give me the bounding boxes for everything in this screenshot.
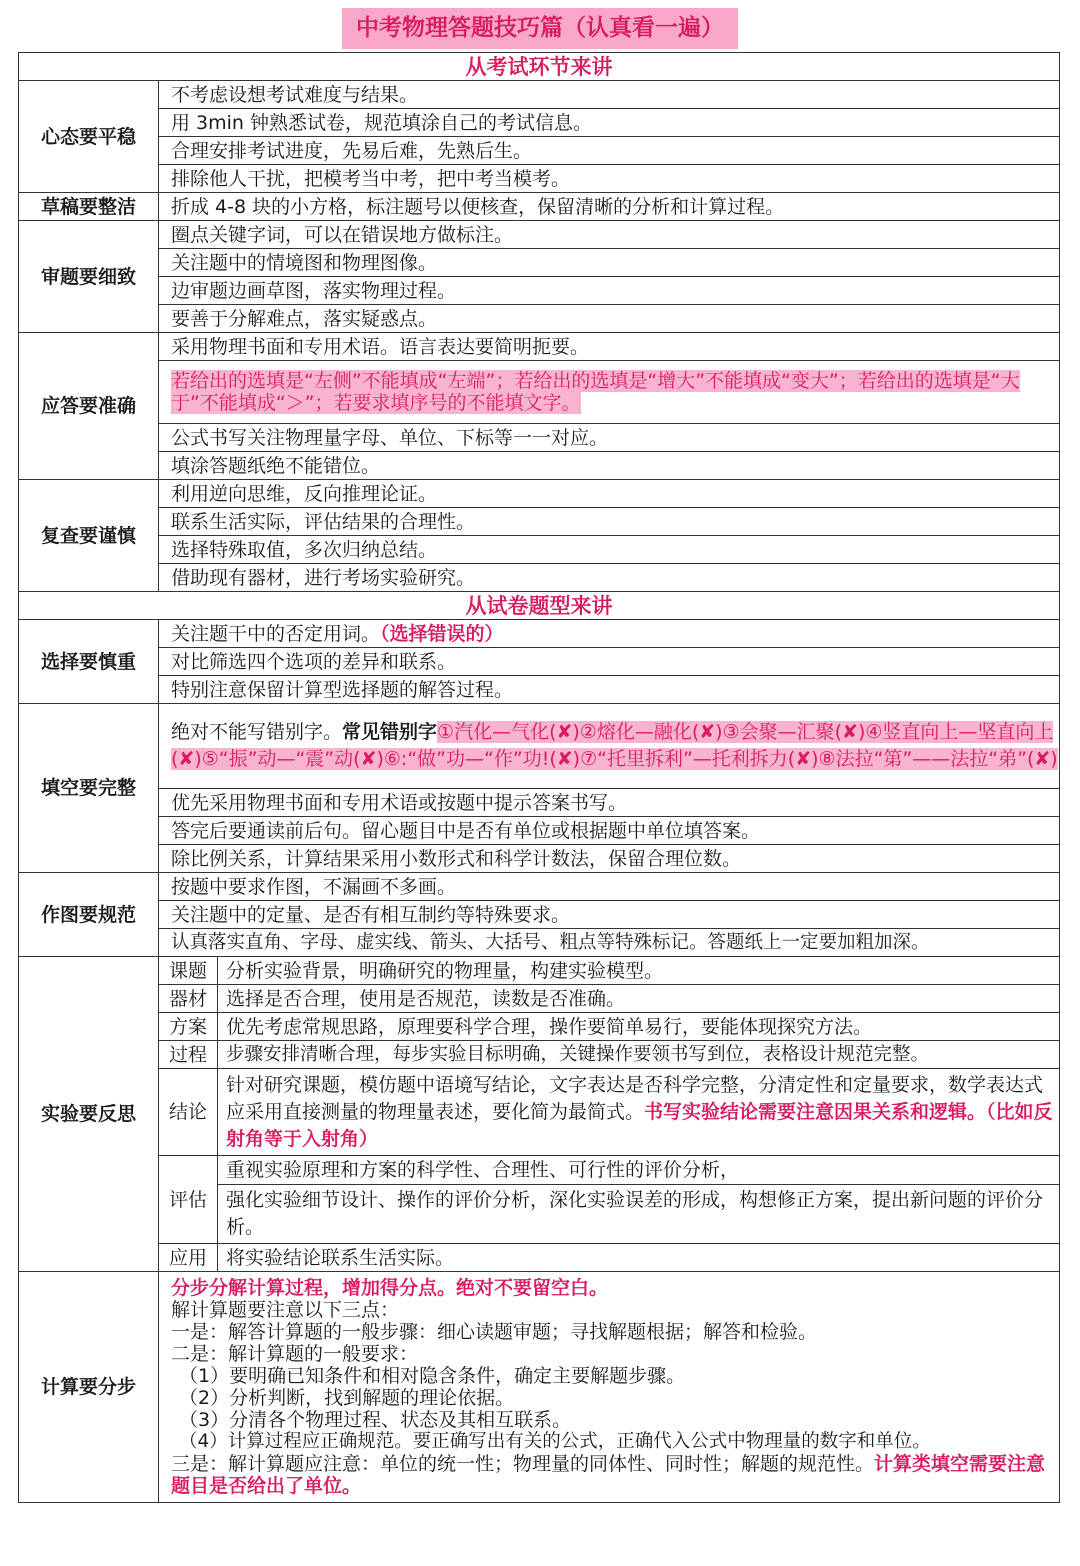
experiment-step-name: 课题 (159, 957, 218, 985)
experiment-step-text: 将实验结论联系生活实际。 (226, 1246, 455, 1269)
tip-item: 借助现有器材，进行考场实验研究。 (159, 564, 1060, 592)
tip-item: 利用逆向思维，反向推理论证。 (159, 480, 1060, 508)
tip-note: （选择错误的） (380, 622, 504, 645)
category-check: 复查要谨慎 (19, 480, 159, 592)
calc-line: 一是：解答计算题的一般步骤：细心读题审题；寻找解题根据；解答和检验。 (171, 1321, 818, 1343)
tip-item: 采用物理书面和专用术语。语言表达要简明扼要。 (159, 333, 1060, 361)
experiment-step-name: 评估 (159, 1156, 218, 1244)
tip-item: 对比筛选四个选项的差异和联系。 (159, 648, 1060, 676)
document-title: 中考物理答题技巧篇（认真看一遍） (342, 8, 738, 49)
tip-item: 按题中要求作图，不漏画不多画。 (159, 873, 1060, 901)
category-draft: 草稿要整洁 (19, 193, 159, 221)
calc-last-pink-2: 填空需要注意题目是否给出了单位。 (171, 1453, 1046, 1497)
tip-item: 选择特殊取值，多次归纳总结。 (159, 536, 1060, 564)
tip-text: 绝对不能写错别字。 (171, 721, 343, 743)
eval-line: 强化实验细节设计、操作的评价分析，深化实验误差的形成，构想修正方案，提出新问题的评价分析。 (226, 1189, 1044, 1238)
experiment-step-text: 选择是否合理，使用是否规范，读数是否准确。 (218, 985, 1060, 1013)
tip-item: 特别注意保留计算型选择题的解答过程。 (159, 676, 1060, 704)
category-fill: 填空要完整 (19, 704, 159, 873)
section-heading-paper: 从试卷题型来讲 (19, 592, 1060, 620)
eval-line: 重视实验原理和方案的科学性、合理性、可行性的评价分析， (218, 1156, 1059, 1185)
category-calc: 计算要分步 (19, 1272, 159, 1503)
tip-bold: 常见错别字 (342, 721, 438, 743)
highlighted-text: 若给出的选填是“左侧”不能填成“左端”；若给出的选填是“增大”不能填成“变大”；若给出的选填是“大于”不能填成“＞”；若要求填序号的不能填文字。 (171, 370, 1020, 414)
tip-item: 除比例关系，计算结果采用小数形式和科学计数法，保留合理位数。 (159, 845, 1060, 873)
tips-table (18, 52, 1060, 1503)
tip-item: 认真落实直角、字母、虚实线、箭头、大括号、粗点等特殊标记。答题纸上一定要加粗加深。 (159, 929, 1060, 957)
category-mindset: 心态要平稳 (19, 81, 159, 193)
tip-item: 边审题边画草图，落实物理过程。 (159, 277, 1060, 305)
experiment-subtable-cell (159, 957, 1060, 1272)
calc-lead: 分步分解计算过程，增加得分点。绝对不要留空白。 (171, 1277, 609, 1299)
tip-item-highlighted (159, 361, 1060, 424)
conclusion-note: 书写实验结论需要注意因果关系和逻辑。（比如反射角等于入射角） (226, 1100, 1053, 1150)
experiment-step-text: 优先考虑常规思路，原理要科学合理，操作要简单易行，要能体现探究方法。 (218, 1013, 1060, 1041)
tip-item: 排除他人干扰，把模考当中考，把中考当模考。 (159, 165, 1060, 193)
tip-item: 合理安排考试进度，先易后难，先熟后生。 (159, 137, 1060, 165)
calc-line: （1）要明确已知条件和相对隐含条件，确定主要解题步骤。 (179, 1365, 686, 1387)
tip-text: 关注题干中的否定用词。 (171, 622, 381, 645)
experiment-step-name: 结论 (159, 1069, 218, 1156)
tip-item: 折成 4-8 块的小方格，标注题号以便核查，保留清晰的分析和计算过程。 (159, 193, 1060, 221)
tip-item (159, 620, 1060, 648)
calc-tips (159, 1272, 1060, 1503)
tip-item: 关注题中的情境图和物理图像。 (159, 249, 1060, 277)
calc-last-line (171, 1453, 1051, 1497)
experiment-step-name: 过程 (159, 1041, 218, 1069)
tip-item: 公式书写关注物理量字母、单位、下标等一一对应。 (159, 424, 1060, 452)
experiment-eval-cell (218, 1156, 1060, 1244)
tip-item: 要善于分解难点，落实疑惑点。 (159, 305, 1060, 333)
section-heading-exam: 从考试环节来讲 (19, 53, 1060, 81)
experiment-step-text: 分析实验背景，明确研究的物理量，构建实验模型。 (218, 957, 1060, 985)
calc-line: （4）计算过程应正确规范。要正确写出有关的公式，正确代入公式中物理量的数字和单位。 (179, 1431, 931, 1452)
typo-list: ①汽化—气化(✘)②熔化—融化(✘)③会聚—汇聚(✘)④竖直向上—坚直向上(✘)⑤“振”动—“震”动(✘)⑥:“做”功—“作”功!(✘)⑦“托里拆利”—托利拆力(✘)⑧法拉“第”——法拉“弟”(✘) (171, 721, 1058, 770)
tip-item: 圈点关键字词，可以在错误地方做标注。 (159, 221, 1060, 249)
category-experiment: 实验要反思 (19, 957, 159, 1272)
tip-item: 填涂答题纸绝不能错位。 (159, 452, 1060, 480)
calc-line: 二是：解计算题的一般要求： (171, 1343, 419, 1365)
experiment-conclusion-text (218, 1069, 1060, 1156)
tip-item: 答完后要通读前后句。留心题目中是否有单位或根据题中单位填答案。 (159, 817, 1060, 845)
calc-line: 解计算题要注意以下三点： (171, 1299, 400, 1321)
experiment-step-name: 应用 (159, 1244, 218, 1272)
category-choice: 选择要慎重 (19, 620, 159, 704)
tip-item: 优先采用物理书面和专用术语或按题中提示答案书写。 (159, 789, 1060, 817)
tip-item: 联系生活实际，评估结果的合理性。 (159, 508, 1060, 536)
tip-item-typos (159, 704, 1060, 789)
category-draw: 作图要规范 (19, 873, 159, 957)
calc-line: （2）分析判断，找到解题的理论依据。 (179, 1387, 515, 1409)
experiment-step-text: 步骤安排清晰合理，每步实验目标明确，关键操作要领书写到位，表格设计规范完整。 (218, 1041, 1060, 1069)
category-review: 审题要细致 (19, 221, 159, 333)
conclusion-text: 针对研究课题，模仿题中语境写结论，文字表达是否科学完整，分清定性和定量要求，数学表达式应采用直接测量的物理量表述，要化简为最简式。 (226, 1073, 1044, 1123)
tip-item: 不考虑设想考试难度与结果。 (159, 81, 1060, 109)
experiment-subtable (159, 957, 1059, 1271)
calc-last-text: 三是：解计算题应注意：单位的统一性；物理量的同体性、同时性；解题的规范性。 (171, 1453, 875, 1475)
calc-last-pink-1: 计算类 (874, 1453, 932, 1475)
category-answer: 应答要准确 (19, 333, 159, 480)
tip-item: 关注题中的定量、是否有相互制约等特殊要求。 (159, 901, 1060, 929)
experiment-step-name: 器材 (159, 985, 218, 1013)
calc-line: （3）分清各个物理过程、状态及其相互联系。 (179, 1409, 572, 1431)
experiment-step-name: 方案 (159, 1013, 218, 1041)
tip-item: 用 3min 钟熟悉试卷，规范填涂自己的考试信息。 (159, 109, 1060, 137)
